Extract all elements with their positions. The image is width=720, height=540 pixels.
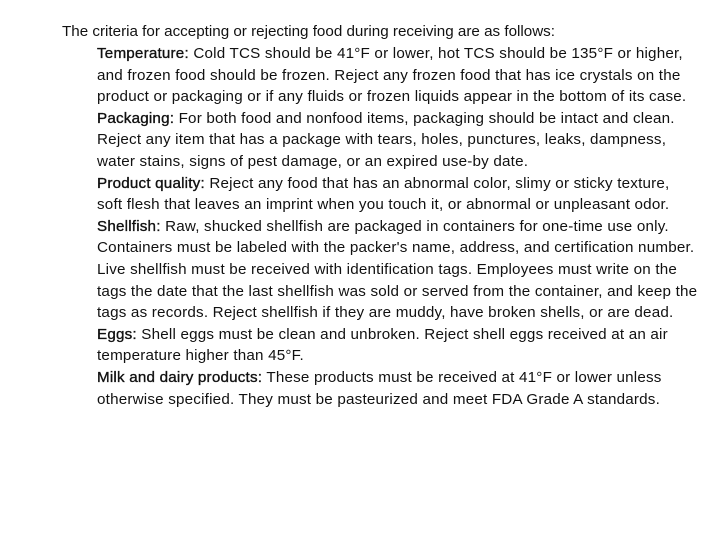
criteria-term: Shellfish: bbox=[97, 217, 161, 235]
criteria-text: Cold TCS should be 41°F or lower, hot TCS should be 135°F or higher, and frozen food should be frozen. Reject any frozen food that has ice crystals on the product or packaging or if any fluids or frozen liquids appear in the bottom of its case. bbox=[97, 45, 687, 106]
criteria-item-shellfish bbox=[97, 216, 699, 324]
criteria-text: For both food and nonfood items, packaging should be intact and clean. Reject any item that has a package with tears, holes, punctures, leaks, dampness, water stains, signs of pest damage, or an expired use-by date. bbox=[97, 109, 675, 170]
criteria-item-eggs bbox=[97, 324, 699, 367]
criteria-term: Packaging: bbox=[97, 109, 175, 127]
criteria-term: Product quality: bbox=[97, 174, 205, 192]
criteria-item-product-quality bbox=[97, 173, 699, 216]
criteria-list bbox=[97, 43, 699, 410]
criteria-item-temperature bbox=[97, 43, 699, 108]
intro-text: The criteria for accepting or rejecting food during receiving are as follows: bbox=[62, 23, 555, 40]
criteria-item-milk-dairy bbox=[97, 367, 699, 410]
criteria-item-packaging bbox=[97, 108, 699, 173]
criteria-text: Reject any food that has an abnormal color, slimy or sticky texture, soft flesh that leaves an imprint when you touch it, or abnormal or unpleasant odor. bbox=[97, 174, 670, 214]
criteria-term: Temperature: bbox=[97, 45, 189, 62]
criteria-term: Eggs: bbox=[97, 325, 137, 343]
criteria-text: These products must be received at 41°F or lower unless otherwise specified. They must be pasteurized and meet FDA Grade A standards. bbox=[97, 368, 662, 408]
criteria-text: Raw, shucked shellfish are packaged in containers for one-time use only. Containers must be labeled with the packer's name, address, and certification number. Live shellfish must be received with identification tags. Employees must write on the tags the date that the last shellfish was sold or served from the container, and keep the tags as records. Reject shellfish if they are muddy, have broken shells, or are dead. bbox=[97, 217, 698, 322]
criteria-term: Milk and dairy products: bbox=[97, 368, 263, 386]
criteria-text: Shell eggs must be clean and unbroken. Reject shell eggs received at an air temperature higher than 45°F. bbox=[97, 325, 668, 365]
